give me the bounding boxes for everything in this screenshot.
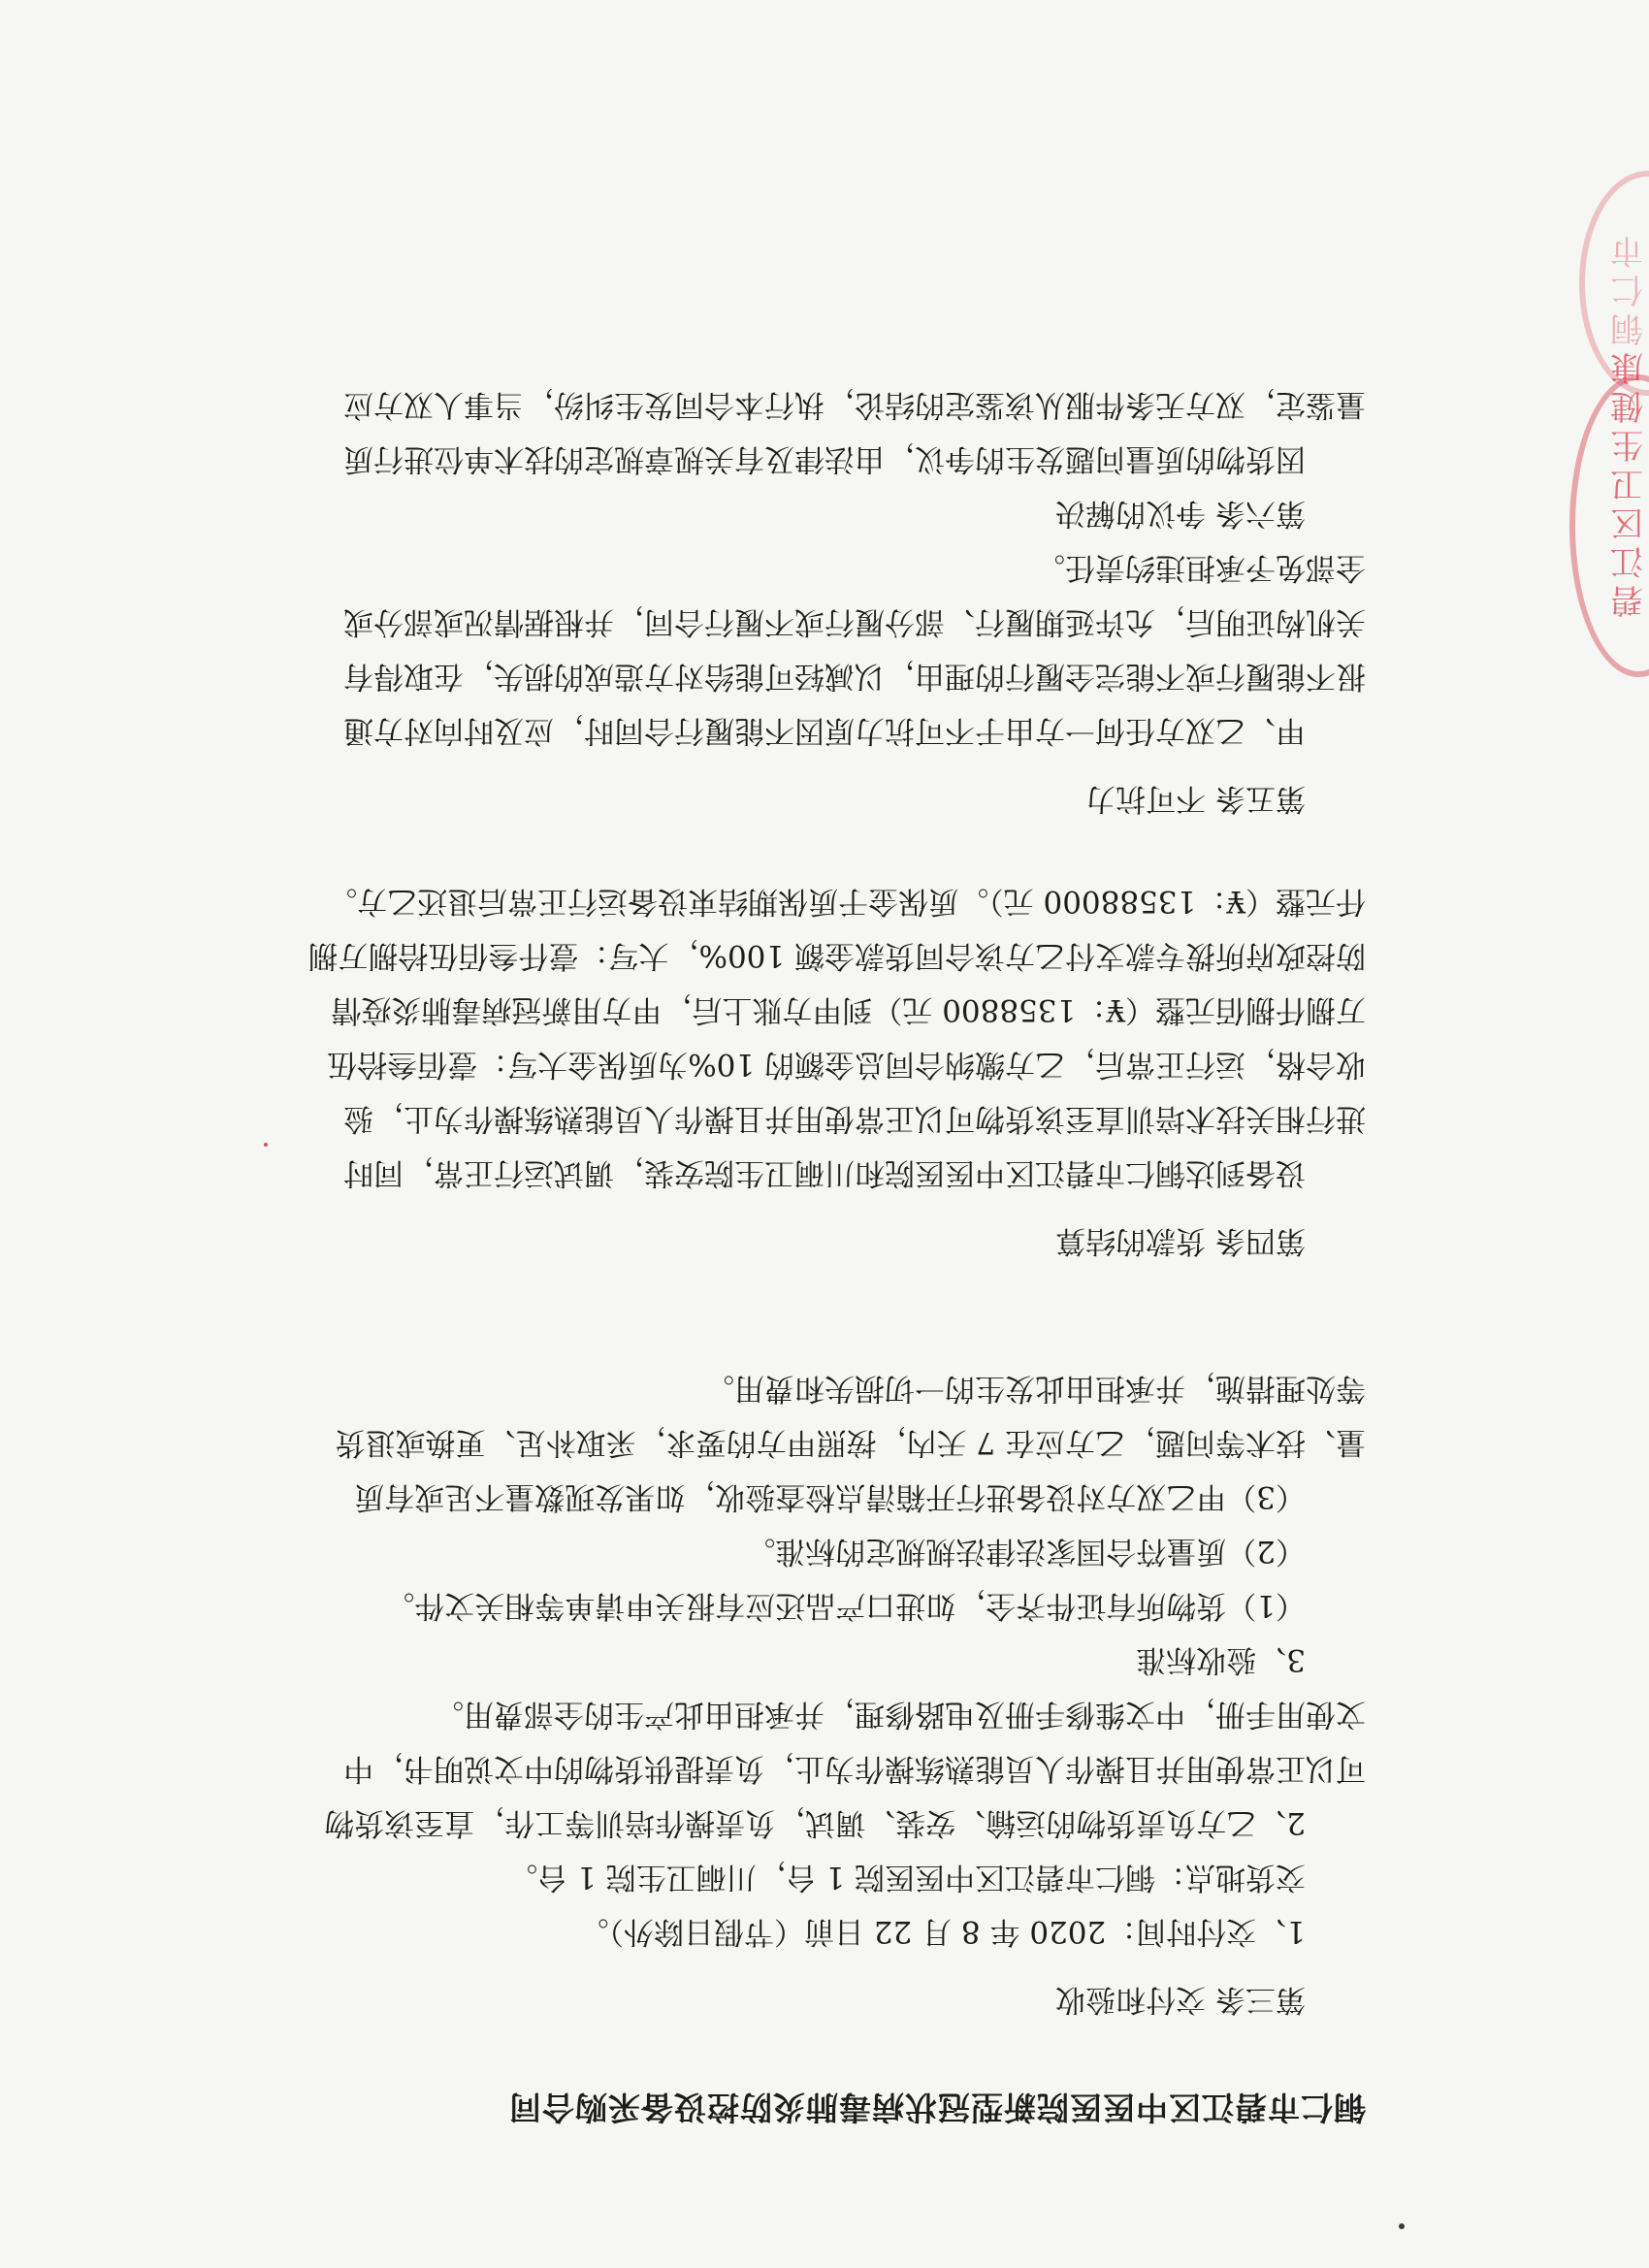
section5-line-4: 全部免予承担违约责任。 — [1035, 550, 1366, 585]
scan-speck-red — [264, 1143, 268, 1147]
delivery-place: 交货地点：铜仁市碧江区中医医院 1 台，川硐卫生院 1 台。 — [507, 1860, 1306, 1895]
item3-heading: 3、验收标准 — [1136, 1642, 1306, 1677]
item3-3-line-2: 量、技术等问题，乙方应在 7 天内，按照甲方的要求，采取补足、更换或退货 — [335, 1425, 1366, 1460]
item2-line-3: 文使用手册，中文维修手册及电路修理，并承担由此产生的全部费用。 — [434, 1697, 1366, 1732]
item3-1: （1）货物所有证件齐全，如进口产品还应有报关申请单等相关文件。 — [384, 1588, 1306, 1623]
delivery-time: 1、交付时间：2020 年 8 月 22 日前（节假日除外）。 — [578, 1914, 1306, 1949]
item3-2: （2）质量符合国家法律法规规定的标准。 — [745, 1534, 1306, 1569]
section5-line-2: 报不能履行或不能完全履行的理由，以减轻可能给对方造成的损失，在取得有 — [343, 659, 1366, 694]
item2-line-2: 可以正常使用并且操作人员能熟练操作为止，负责提供货物的中文说明书，中 — [343, 1751, 1366, 1786]
document-title: 铜仁市碧江区中医医院新型冠状病毒肺炎防控设备采购合同 — [508, 2089, 1366, 2126]
seal-text-1: 碧江区卫生健康 — [1610, 347, 1643, 619]
section6-heading: 第六条 争议的解决 — [1055, 496, 1306, 531]
section4-line-3: 收合格，运行正常后，乙方缴纳合同总金额的 10%为质保金大写：壹佰叁拾伍 — [327, 1047, 1366, 1082]
section4-line-1: 设备到达铜仁市碧江区中医医院和川硐卫生院安装，调试运行正常，同时 — [343, 1155, 1306, 1190]
section4-line-5: 防控政府所拨专款支付乙方该合同货款金额 100%，大写：壹仟叁佰伍拾捌万捌 — [307, 938, 1366, 973]
item3-3-line-1: （3）甲乙双方对设备进行开箱清点检查验收，如果发现数量不足或有质 — [354, 1479, 1306, 1514]
section5-heading: 第五条 不可抗力 — [1085, 781, 1306, 816]
section4-heading: 第四条 货款的结算 — [1055, 1223, 1306, 1258]
section4-line-4: 万捌仟捌佰元整（¥：1358800 元）到甲方账上后，甲方用新冠病毒肺炎疫情 — [331, 992, 1366, 1027]
section4-line-6: 仟元整（¥：13588000 元）。质保金于质保期结束设备运行正常后退还乙方。 — [327, 884, 1366, 919]
section3-heading: 第三条 交付和验收 — [1055, 1982, 1306, 2017]
section6-line-1: 因货物的质量问题发生的争议，由法律及有关规章规定的技术单位进行质 — [343, 441, 1306, 476]
contract-text-block — [299, 377, 1366, 2132]
section4-line-2: 进行相关技术培训直至该货物可以正常使用并且操作人员能熟练操作为止，验 — [343, 1101, 1366, 1136]
seal-text-2: 铜仁市 — [1610, 231, 1643, 347]
scan-speck — [1399, 2223, 1405, 2229]
item3-3-line-3: 等处理措施，并承担由此发生的一切损失和费用。 — [704, 1371, 1366, 1406]
section6-line-2: 量鉴定，双方无条件服从该鉴定的结论，执行本合同发生纠纷，当事人双方应 — [343, 387, 1366, 422]
item2-line-1: 2、乙方负责货物的运输、安装、调试，负责操作培训等工作，直至该货物 — [324, 1805, 1306, 1840]
section5-line-3: 关机构证明后，允许延期履行、部分履行或不履行合同，并根据情况或部分或 — [343, 604, 1366, 639]
section5-line-1: 甲、乙双方任何一方由于不可抗力原因不能履行合同时，应及时向对方通 — [343, 713, 1306, 748]
